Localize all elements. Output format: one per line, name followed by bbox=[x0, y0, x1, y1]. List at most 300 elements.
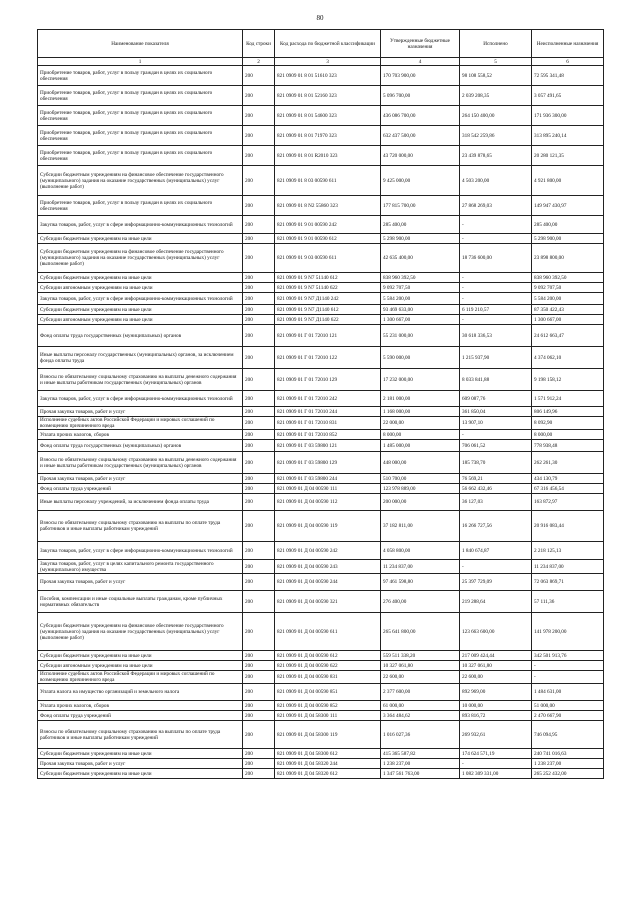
line-code-cell: 200 bbox=[243, 494, 275, 511]
column-number: 1 bbox=[38, 58, 243, 66]
indicator-name-cell: Иные выплаты персоналу государственных (муниципальных) органов, за исключением фонда оплаты труда bbox=[38, 347, 243, 369]
header-indicator-name: Наименование показателя bbox=[38, 30, 243, 58]
table-row bbox=[38, 166, 604, 196]
budget-code-cell: 821 0909 01 Д 04 00590 852 bbox=[275, 701, 381, 711]
line-code-cell: 200 bbox=[243, 126, 275, 146]
unexecuted-cell: 23 898 800,00 bbox=[532, 244, 604, 273]
line-code-cell: 200 bbox=[243, 234, 275, 244]
approved-cell: 436 086 700,00 bbox=[381, 106, 460, 126]
approved-cell: 5 298 900,00 bbox=[381, 234, 460, 244]
budget-code-cell: 821 0909 01 8 01 R2010 323 bbox=[275, 146, 381, 166]
table-row bbox=[38, 234, 604, 244]
table-row bbox=[38, 749, 604, 759]
indicator-name-cell: Уплата налога на имущество организаций и земельного налога bbox=[38, 684, 243, 701]
table-row bbox=[38, 494, 604, 511]
line-code-cell: 200 bbox=[243, 452, 275, 474]
unexecuted-cell: 9 092 707,50 bbox=[532, 283, 604, 293]
budget-code-cell: 821 0909 01 Д 04 00590 611 bbox=[275, 613, 381, 651]
header-row bbox=[38, 30, 604, 58]
table-row bbox=[38, 196, 604, 216]
indicator-name-cell: Приобретение товаров, работ, услуг в пользу граждан в целях их социального обеспечения bbox=[38, 146, 243, 166]
line-code-cell: 200 bbox=[243, 347, 275, 369]
table-row bbox=[38, 216, 604, 234]
budget-code-cell: 821 0909 01 Г 01 72010 244 bbox=[275, 407, 381, 417]
unexecuted-cell: 434 130,79 bbox=[532, 474, 604, 484]
unexecuted-cell: 87 350 422,43 bbox=[532, 305, 604, 315]
unexecuted-cell: 838 960 392,50 bbox=[532, 273, 604, 283]
approved-cell: 3 364 484,62 bbox=[381, 711, 460, 721]
line-code-cell: 200 bbox=[243, 273, 275, 283]
column-number: 3 bbox=[275, 58, 381, 66]
table-row bbox=[38, 126, 604, 146]
budget-code-cell: 821 0909 01 Д 04 58300 119 bbox=[275, 721, 381, 749]
table-row bbox=[38, 325, 604, 347]
table-row bbox=[38, 440, 604, 452]
column-number: 6 bbox=[532, 58, 604, 66]
approved-cell: 8 000,00 bbox=[381, 430, 460, 440]
unexecuted-cell: 9 198 158,12 bbox=[532, 369, 604, 391]
unexecuted-cell: 163 872,97 bbox=[532, 494, 604, 511]
line-code-cell: 200 bbox=[243, 407, 275, 417]
table-body bbox=[38, 66, 604, 779]
table-row bbox=[38, 484, 604, 494]
approved-cell: 632 437 500,00 bbox=[381, 126, 460, 146]
budget-code-cell: 821 0909 01 Д 04 58300 111 bbox=[275, 711, 381, 721]
budget-code-cell: 821 0909 01 Д 04 00590 321 bbox=[275, 591, 381, 613]
line-code-cell: 200 bbox=[243, 511, 275, 542]
approved-cell: 1 485 000,00 bbox=[381, 440, 460, 452]
budget-code-cell: 821 0909 01 Г 01 72010 242 bbox=[275, 391, 381, 407]
indicator-name-cell: Исполнение судебных актов Российской Федерации и мировых соглашений по возмещению причиненного вреда bbox=[38, 417, 243, 430]
unexecuted-cell: 1 484 631,00 bbox=[532, 684, 604, 701]
unexecuted-cell: 67 316 456,54 bbox=[532, 484, 604, 494]
executed-cell: - bbox=[460, 560, 532, 574]
unexecuted-cell: 3 057 491,65 bbox=[532, 86, 604, 106]
unexecuted-cell: - bbox=[532, 661, 604, 671]
unexecuted-cell: 72 595 341,48 bbox=[532, 66, 604, 86]
budget-code-cell: 821 0909 01 Д 04 00590 244 bbox=[275, 574, 381, 591]
indicator-name-cell: Фонд оплаты труда учреждений bbox=[38, 484, 243, 494]
approved-cell: 1 016 027,36 bbox=[381, 721, 460, 749]
indicator-name-cell: Субсидии автономным учреждениям на иные цели bbox=[38, 283, 243, 293]
budget-code-cell: 821 0909 01 Д 04 00590 831 bbox=[275, 671, 381, 684]
line-code-cell: 200 bbox=[243, 440, 275, 452]
budget-code-cell: 821 0909 01 Д 04 00590 243 bbox=[275, 560, 381, 574]
table-row bbox=[38, 86, 604, 106]
unexecuted-cell: 1 571 912,24 bbox=[532, 391, 604, 407]
budget-code-cell: 821 0909 01 8 N2 55860 323 bbox=[275, 196, 381, 216]
executed-cell: 174 624 571,19 bbox=[460, 749, 532, 759]
approved-cell: 5 096 700,00 bbox=[381, 86, 460, 106]
budget-code-cell: 821 0909 01 Д 04 00590 851 bbox=[275, 684, 381, 701]
table-row bbox=[38, 407, 604, 417]
executed-cell: 10 327 061,80 bbox=[460, 661, 532, 671]
table-row bbox=[38, 701, 604, 711]
indicator-name-cell: Взносы по обязательному социальному страхованию на выплаты по оплате труда работников и иные выплаты работникам учреждений bbox=[38, 721, 243, 749]
table-row bbox=[38, 560, 604, 574]
indicator-name-cell: Субсидии автономным учреждениям на иные цели bbox=[38, 661, 243, 671]
table-row bbox=[38, 283, 604, 293]
executed-cell: 1 840 674,87 bbox=[460, 542, 532, 560]
budget-code-cell: 821 0909 01 8 01 71970 323 bbox=[275, 126, 381, 146]
table-row bbox=[38, 721, 604, 749]
budget-code-cell: 821 0909 01 Д 04 58320 612 bbox=[275, 769, 381, 779]
indicator-name-cell: Приобретение товаров, работ, услуг в пользу граждан в целях их социального обеспечения bbox=[38, 196, 243, 216]
line-code-cell: 200 bbox=[243, 721, 275, 749]
table-row bbox=[38, 511, 604, 542]
executed-cell: - bbox=[460, 430, 532, 440]
executed-cell: 76 569,21 bbox=[460, 474, 532, 484]
approved-cell: 93 469 633,00 bbox=[381, 305, 460, 315]
approved-cell: 265 641 800,00 bbox=[381, 613, 460, 651]
line-code-cell: 200 bbox=[243, 759, 275, 769]
executed-cell: 123 663 600,00 bbox=[460, 613, 532, 651]
unexecuted-cell: 5 298 900,00 bbox=[532, 234, 604, 244]
unexecuted-cell: 2 470 667,90 bbox=[532, 711, 604, 721]
executed-cell: 264 150 400,00 bbox=[460, 106, 532, 126]
approved-cell: 61 000,00 bbox=[381, 701, 460, 711]
column-number: 5 bbox=[460, 58, 532, 66]
indicator-name-cell: Закупка товаров, работ, услуг в целях капитального ремонта государственного (муниципального) имущества bbox=[38, 560, 243, 574]
indicator-name-cell: Иные выплаты персоналу учреждений, за исключением фонда оплаты труда bbox=[38, 494, 243, 511]
indicator-name-cell: Субсидии бюджетным учреждениям на иные цели bbox=[38, 651, 243, 661]
indicator-name-cell: Уплата прочих налогов, сборов bbox=[38, 430, 243, 440]
executed-cell: 217 009 424,44 bbox=[460, 651, 532, 661]
executed-cell: - bbox=[460, 216, 532, 234]
table-row bbox=[38, 591, 604, 613]
approved-cell: 559 511 338,20 bbox=[381, 651, 460, 661]
unexecuted-cell: 240 741 016,63 bbox=[532, 749, 604, 759]
line-code-cell: 200 bbox=[243, 315, 275, 325]
executed-cell: 892 969,00 bbox=[460, 684, 532, 701]
unexecuted-cell: 262 261,30 bbox=[532, 452, 604, 474]
budget-code-cell: 821 0909 01 9 N7 Д1140 242 bbox=[275, 293, 381, 305]
line-code-cell: 200 bbox=[243, 749, 275, 759]
approved-cell: 5 584 200,00 bbox=[381, 293, 460, 305]
approved-cell: 4 058 800,00 bbox=[381, 542, 460, 560]
unexecuted-cell: 778 938,48 bbox=[532, 440, 604, 452]
indicator-name-cell: Фонд оплаты труда государственных (муниципальных) органов bbox=[38, 440, 243, 452]
indicator-name-cell: Приобретение товаров, работ, услуг в пользу граждан в целях их социального обеспечения bbox=[38, 126, 243, 146]
unexecuted-cell: 4 374 062,10 bbox=[532, 347, 604, 369]
indicator-name-cell: Взносы по обязательному социальному страхованию на выплаты по оплате труда работников и иные выплаты работникам учреждений bbox=[38, 511, 243, 542]
approved-cell: 37 182 811,00 bbox=[381, 511, 460, 542]
executed-cell: 13 907,10 bbox=[460, 417, 532, 430]
indicator-name-cell: Закупка товаров, работ, услуг в сфере информационно-коммуникационных технологий bbox=[38, 293, 243, 305]
budget-code-cell: 821 0909 01 Д 04 58300 612 bbox=[275, 749, 381, 759]
executed-cell: 25 397 729,09 bbox=[460, 574, 532, 591]
executed-cell: 361 850,04 bbox=[460, 407, 532, 417]
executed-cell: 6 119 210,57 bbox=[460, 305, 532, 315]
budget-code-cell: 821 0909 01 Д 04 00590 612 bbox=[275, 651, 381, 661]
budget-code-cell: 821 0909 01 Г 01 72010 129 bbox=[275, 369, 381, 391]
budget-code-cell: 821 0909 01 9 N7 51140 612 bbox=[275, 273, 381, 283]
line-code-cell: 200 bbox=[243, 166, 275, 196]
line-code-cell: 200 bbox=[243, 684, 275, 701]
executed-cell: 609 087,76 bbox=[460, 391, 532, 407]
unexecuted-cell: 313 895 240,14 bbox=[532, 126, 604, 146]
indicator-name-cell: Взносы по обязательному социальному страхованию на выплаты денежного содержания и иные выплаты работникам государственных (муниципальных) органов bbox=[38, 452, 243, 474]
line-code-cell: 200 bbox=[243, 484, 275, 494]
budget-code-cell: 821 0909 01 8 01 51610 323 bbox=[275, 66, 381, 86]
unexecuted-cell: 4 921 800,00 bbox=[532, 166, 604, 196]
unexecuted-cell: 20 280 121,35 bbox=[532, 146, 604, 166]
line-code-cell: 200 bbox=[243, 591, 275, 613]
table-row bbox=[38, 474, 604, 484]
column-number: 4 bbox=[381, 58, 460, 66]
indicator-name-cell: Субсидии бюджетным учреждениям на иные цели bbox=[38, 769, 243, 779]
table-row bbox=[38, 305, 604, 315]
budget-code-cell: 821 0909 01 8 01 54600 323 bbox=[275, 106, 381, 126]
page-number: 80 bbox=[316, 14, 324, 22]
unexecuted-cell: 806 149,96 bbox=[532, 407, 604, 417]
approved-cell: 17 232 000,00 bbox=[381, 369, 460, 391]
executed-cell: 2 039 208,35 bbox=[460, 86, 532, 106]
line-code-cell: 200 bbox=[243, 651, 275, 661]
executed-cell: 36 127,03 bbox=[460, 494, 532, 511]
line-code-cell: 200 bbox=[243, 417, 275, 430]
header-line-code: Код строки bbox=[243, 30, 275, 58]
unexecuted-cell: 51 000,00 bbox=[532, 701, 604, 711]
executed-cell: 18 736 600,00 bbox=[460, 244, 532, 273]
line-code-cell: 200 bbox=[243, 216, 275, 234]
executed-cell: 30 618 336,53 bbox=[460, 325, 532, 347]
line-code-cell: 200 bbox=[243, 146, 275, 166]
table-row bbox=[38, 106, 604, 126]
budget-code-cell: 821 0909 01 Г 03 59800 129 bbox=[275, 452, 381, 474]
unexecuted-cell: 5 584 200,00 bbox=[532, 293, 604, 305]
budget-code-cell: 821 0909 01 8 03 00590 611 bbox=[275, 166, 381, 196]
line-code-cell: 200 bbox=[243, 391, 275, 407]
table-row bbox=[38, 574, 604, 591]
unexecuted-cell: 265 252 432,00 bbox=[532, 769, 604, 779]
executed-cell: 1 082 309 331,00 bbox=[460, 769, 532, 779]
budget-code-cell: 821 0909 01 9 01 00590 612 bbox=[275, 234, 381, 244]
indicator-name-cell: Субсидии бюджетным учреждениям на иные цели bbox=[38, 234, 243, 244]
executed-cell: 4 503 200,00 bbox=[460, 166, 532, 196]
indicator-name-cell: Закупка товаров, работ, услуг в сфере информационно-коммуникационных технологий bbox=[38, 542, 243, 560]
approved-cell: 415 365 587,82 bbox=[381, 749, 460, 759]
table-row bbox=[38, 347, 604, 369]
budget-code-cell: 821 0909 01 Д 04 58320 244 bbox=[275, 759, 381, 769]
line-code-cell: 200 bbox=[243, 325, 275, 347]
unexecuted-cell: 342 501 913,76 bbox=[532, 651, 604, 661]
line-code-cell: 200 bbox=[243, 305, 275, 315]
budget-code-cell: 821 0909 01 Г 01 72010 852 bbox=[275, 430, 381, 440]
indicator-name-cell: Уплата прочих налогов, сборов bbox=[38, 701, 243, 711]
unexecuted-cell: 11 234 837,00 bbox=[532, 560, 604, 574]
table-row bbox=[38, 671, 604, 684]
approved-cell: 123 978 889,00 bbox=[381, 484, 460, 494]
table-row bbox=[38, 661, 604, 671]
header-unexecuted: Неисполненные назначения bbox=[532, 30, 604, 58]
indicator-name-cell: Взносы по обязательному социальному страхованию на выплаты денежного содержания и иные выплаты работникам государственных (муниципальных) органов bbox=[38, 369, 243, 391]
approved-cell: 55 231 000,00 bbox=[381, 325, 460, 347]
indicator-name-cell: Закупка товаров, работ, услуг в сфере информационно-коммуникационных технологий bbox=[38, 216, 243, 234]
budget-code-cell: 821 0909 01 Г 03 59800 244 bbox=[275, 474, 381, 484]
executed-cell: 1 215 937,90 bbox=[460, 347, 532, 369]
line-code-cell: 200 bbox=[243, 769, 275, 779]
indicator-name-cell: Приобретение товаров, работ, услуг в пользу граждан в целях их социального обеспечения bbox=[38, 106, 243, 126]
executed-cell: - bbox=[460, 293, 532, 305]
approved-cell: 285 400,00 bbox=[381, 216, 460, 234]
executed-cell: 8 033 841,88 bbox=[460, 369, 532, 391]
unexecuted-cell: 1 300 667,00 bbox=[532, 315, 604, 325]
line-code-cell: 200 bbox=[243, 560, 275, 574]
executed-cell: - bbox=[460, 759, 532, 769]
line-code-cell: 200 bbox=[243, 244, 275, 273]
unexecuted-cell: 149 947 430,97 bbox=[532, 196, 604, 216]
indicator-name-cell: Субсидии бюджетным учреждениям на иные цели bbox=[38, 305, 243, 315]
column-number-row bbox=[38, 58, 604, 66]
executed-cell: 98 108 558,52 bbox=[460, 66, 532, 86]
executed-cell: 185 738,70 bbox=[460, 452, 532, 474]
indicator-name-cell: Прочая закупка товаров, работ и услуг bbox=[38, 759, 243, 769]
table-row bbox=[38, 542, 604, 560]
line-code-cell: 200 bbox=[243, 369, 275, 391]
approved-cell: 448 000,00 bbox=[381, 452, 460, 474]
table-row bbox=[38, 759, 604, 769]
table-row bbox=[38, 769, 604, 779]
budget-code-cell: 821 0909 01 Д 04 00590 622 bbox=[275, 661, 381, 671]
executed-cell: 269 932,61 bbox=[460, 721, 532, 749]
executed-cell: 318 542 259,86 bbox=[460, 126, 532, 146]
line-code-cell: 200 bbox=[243, 106, 275, 126]
table-row bbox=[38, 430, 604, 440]
approved-cell: 276 400,00 bbox=[381, 591, 460, 613]
approved-cell: 97 461 598,80 bbox=[381, 574, 460, 591]
unexecuted-cell: 20 916 083,44 bbox=[532, 511, 604, 542]
executed-cell: 27 868 269,03 bbox=[460, 196, 532, 216]
table-row bbox=[38, 315, 604, 325]
line-code-cell: 200 bbox=[243, 661, 275, 671]
executed-cell: 23 439 878,65 bbox=[460, 146, 532, 166]
budget-code-cell: 821 0909 01 Г 01 72010 831 bbox=[275, 417, 381, 430]
indicator-name-cell: Субсидии бюджетным учреждениям на финансовое обеспечение государственного (муниципального) задания на оказание государственных (муниципальных) услуг (выполнение работ) bbox=[38, 613, 243, 651]
budget-code-cell: 821 0909 01 Д 04 00590 111 bbox=[275, 484, 381, 494]
indicator-name-cell: Пособия, компенсации и иные социальные выплаты гражданам, кроме публичных нормативных обязательств bbox=[38, 591, 243, 613]
executed-cell: 10 000,00 bbox=[460, 701, 532, 711]
table-row bbox=[38, 369, 604, 391]
line-code-cell: 200 bbox=[243, 574, 275, 591]
unexecuted-cell: 57 111,36 bbox=[532, 591, 604, 613]
approved-cell: 1 168 000,00 bbox=[381, 407, 460, 417]
unexecuted-cell: 171 936 300,00 bbox=[532, 106, 604, 126]
budget-code-cell: 821 0909 01 Д 04 00590 112 bbox=[275, 494, 381, 511]
indicator-name-cell: Прочая закупка товаров, работ и услуг bbox=[38, 574, 243, 591]
header-executed: Исполнено bbox=[460, 30, 532, 58]
line-code-cell: 200 bbox=[243, 613, 275, 651]
executed-cell: 219 288,64 bbox=[460, 591, 532, 613]
line-code-cell: 200 bbox=[243, 86, 275, 106]
approved-cell: 200 000,00 bbox=[381, 494, 460, 511]
indicator-name-cell: Закупка товаров, работ, услуг в сфере информационно-коммуникационных технологий bbox=[38, 391, 243, 407]
unexecuted-cell: 746 094,95 bbox=[532, 721, 604, 749]
indicator-name-cell: Субсидии бюджетным учреждениям на иные цели bbox=[38, 749, 243, 759]
executed-cell: - bbox=[460, 283, 532, 293]
unexecuted-cell: 8 092,90 bbox=[532, 417, 604, 430]
budget-code-cell: 821 0909 01 Д 04 00590 119 bbox=[275, 511, 381, 542]
approved-cell: 170 703 900,00 bbox=[381, 66, 460, 86]
header-budget-code: Код расхода по бюджетной классификации bbox=[275, 30, 381, 58]
unexecuted-cell: 8 000,00 bbox=[532, 430, 604, 440]
line-code-cell: 200 bbox=[243, 293, 275, 305]
approved-cell: 2 181 000,00 bbox=[381, 391, 460, 407]
approved-cell: 1 238 237,00 bbox=[381, 759, 460, 769]
budget-code-cell: 821 0909 01 8 01 52160 323 bbox=[275, 86, 381, 106]
line-code-cell: 200 bbox=[243, 474, 275, 484]
indicator-name-cell: Субсидии бюджетным учреждениям на финансовое обеспечение государственного (муниципального) задания на оказание государственных (муниципальных) услуг (выполнение работ) bbox=[38, 166, 243, 196]
indicator-name-cell: Фонд оплаты труда учреждений bbox=[38, 711, 243, 721]
approved-cell: 42 635 400,00 bbox=[381, 244, 460, 273]
approved-cell: 1 300 667,00 bbox=[381, 315, 460, 325]
table-row bbox=[38, 391, 604, 407]
line-code-cell: 200 bbox=[243, 66, 275, 86]
indicator-name-cell: Приобретение товаров, работ, услуг в пользу граждан в целях их социального обеспечения bbox=[38, 66, 243, 86]
table-row bbox=[38, 244, 604, 273]
approved-cell: 510 700,00 bbox=[381, 474, 460, 484]
executed-cell: - bbox=[460, 234, 532, 244]
budget-code-cell: 821 0909 01 9 N7 Д1140 622 bbox=[275, 315, 381, 325]
indicator-name-cell: Прочая закупка товаров, работ и услуг bbox=[38, 474, 243, 484]
budget-code-cell: 821 0909 01 Г 03 59800 121 bbox=[275, 440, 381, 452]
budget-execution-table bbox=[37, 29, 604, 779]
table-row bbox=[38, 651, 604, 661]
executed-cell: 22 600,00 bbox=[460, 671, 532, 684]
indicator-name-cell: Фонд оплаты труда государственных (муниципальных) органов bbox=[38, 325, 243, 347]
approved-cell: 43 720 000,00 bbox=[381, 146, 460, 166]
table-row bbox=[38, 684, 604, 701]
line-code-cell: 200 bbox=[243, 711, 275, 721]
budget-code-cell: 821 0909 01 9 01 00590 242 bbox=[275, 216, 381, 234]
indicator-name-cell: Прочая закупка товаров, работ и услуг bbox=[38, 407, 243, 417]
unexecuted-cell: 24 612 663,47 bbox=[532, 325, 604, 347]
column-number: 2 bbox=[243, 58, 275, 66]
unexecuted-cell: 72 063 869,71 bbox=[532, 574, 604, 591]
approved-cell: 22 000,00 bbox=[381, 417, 460, 430]
executed-cell: - bbox=[460, 315, 532, 325]
budget-code-cell: 821 0909 01 Д 04 00590 242 bbox=[275, 542, 381, 560]
approved-cell: 838 960 392,50 bbox=[381, 273, 460, 283]
approved-cell: 9 092 707,50 bbox=[381, 283, 460, 293]
unexecuted-cell: - bbox=[532, 671, 604, 684]
budget-code-cell: 821 0909 01 9 03 00590 611 bbox=[275, 244, 381, 273]
indicator-name-cell: Субсидии автономным учреждениям на иные цели bbox=[38, 315, 243, 325]
line-code-cell: 200 bbox=[243, 283, 275, 293]
indicator-name-cell: Субсидии бюджетным учреждениям на финансовое обеспечение государственного (муниципального) задания на оказание государственных (муниципальных) услуг (выполнение работ) bbox=[38, 244, 243, 273]
approved-cell: 11 234 837,00 bbox=[381, 560, 460, 574]
approved-cell: 5 590 000,00 bbox=[381, 347, 460, 369]
indicator-name-cell: Исполнение судебных актов Российской Федерации и мировых соглашений по возмещению причиненного вреда bbox=[38, 671, 243, 684]
unexecuted-cell: 285 400,00 bbox=[532, 216, 604, 234]
line-code-cell: 200 bbox=[243, 430, 275, 440]
approved-cell: 2 377 600,00 bbox=[381, 684, 460, 701]
unexecuted-cell: 1 238 237,00 bbox=[532, 759, 604, 769]
executed-cell: 56 662 432,46 bbox=[460, 484, 532, 494]
budget-code-cell: 821 0909 01 Г 01 72010 122 bbox=[275, 347, 381, 369]
approved-cell: 177 815 700,00 bbox=[381, 196, 460, 216]
table-row bbox=[38, 613, 604, 651]
approved-cell: 9 425 000,00 bbox=[381, 166, 460, 196]
header-approved: Утвержденные бюджетные назначения bbox=[381, 30, 460, 58]
table-row bbox=[38, 146, 604, 166]
budget-code-cell: 821 0909 01 9 N7 51140 622 bbox=[275, 283, 381, 293]
table-row bbox=[38, 711, 604, 721]
approved-cell: 1 347 561 763,00 bbox=[381, 769, 460, 779]
line-code-cell: 200 bbox=[243, 671, 275, 684]
executed-cell: 893 816,72 bbox=[460, 711, 532, 721]
executed-cell: 16 266 727,56 bbox=[460, 511, 532, 542]
